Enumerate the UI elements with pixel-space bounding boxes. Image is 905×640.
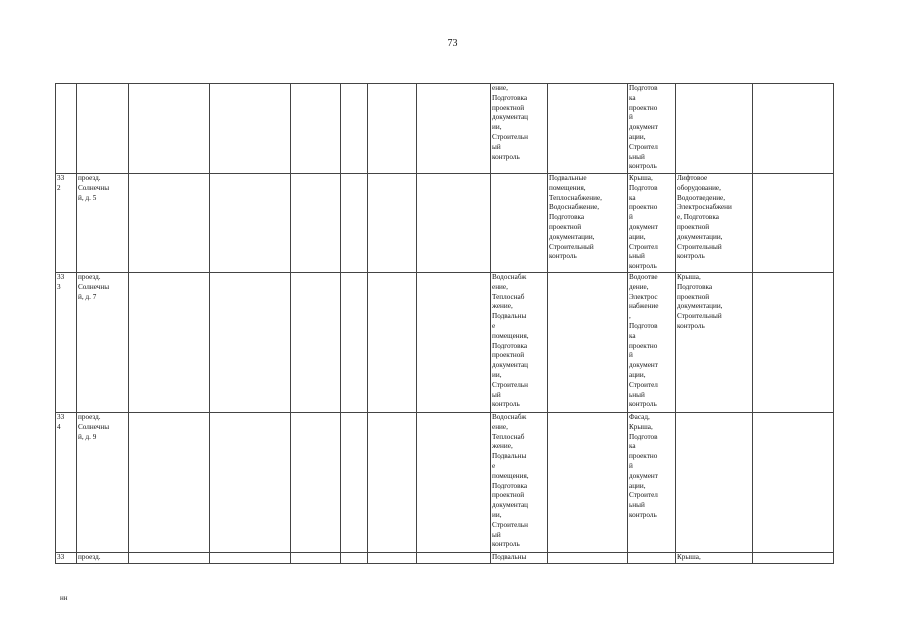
table-cell: Крыша, Подготов ка проектно й документ ации, Строител ьный контроль xyxy=(628,174,676,273)
table-cell xyxy=(368,84,417,174)
table-cell xyxy=(548,272,628,412)
table-cell xyxy=(210,412,291,552)
table-cell xyxy=(291,412,341,552)
table-cell xyxy=(753,272,834,412)
table-cell xyxy=(56,84,77,174)
table-cell xyxy=(548,412,628,552)
table-cell xyxy=(341,84,368,174)
table-row xyxy=(56,174,834,273)
table-cell xyxy=(341,272,368,412)
table-cell xyxy=(417,552,491,563)
table-cell xyxy=(548,552,628,563)
table-cell xyxy=(291,272,341,412)
table-cell: ение, Подготовка проектной документац ии, Строительн ый контроль xyxy=(491,84,548,174)
table-cell: Фасад, Крыша, Подготов ка проектно й документ ации, Строител ьный контроль xyxy=(628,412,676,552)
table-cell xyxy=(676,412,753,552)
table-cell xyxy=(291,552,341,563)
table-cell xyxy=(417,174,491,273)
table-cell: 33 3 xyxy=(56,272,77,412)
table-cell xyxy=(548,84,628,174)
table-cell xyxy=(129,84,210,174)
table-cell xyxy=(753,84,834,174)
table-cell: проезд. Солнечны й, д. 9 xyxy=(77,412,129,552)
table-cell xyxy=(417,272,491,412)
table-cell: Крыша, xyxy=(676,552,753,563)
table-row xyxy=(56,552,834,563)
table-cell xyxy=(129,174,210,273)
table-cell: проезд. xyxy=(77,552,129,563)
table-cell xyxy=(753,412,834,552)
table-cell xyxy=(210,174,291,273)
table-cell: Подвальные помещения, Теплоснабжение, Водоснабжение, Подготовка проектной документации, Строительный контроль xyxy=(548,174,628,273)
table-cell xyxy=(628,552,676,563)
page-number: 73 xyxy=(447,38,458,49)
table-cell xyxy=(341,552,368,563)
table-cell: 33 4 xyxy=(56,412,77,552)
table-cell xyxy=(129,412,210,552)
table-cell: Подготов ка проектно й документ ации, Строител ьный контроль xyxy=(628,84,676,174)
table-cell: проезд. Солнечны й, д. 7 xyxy=(77,272,129,412)
table-cell xyxy=(291,174,341,273)
table-cell xyxy=(210,84,291,174)
table-cell: 33 xyxy=(56,552,77,563)
table-cell xyxy=(341,174,368,273)
table-cell xyxy=(417,412,491,552)
table-cell xyxy=(210,552,291,563)
table-cell xyxy=(210,272,291,412)
table-cell xyxy=(753,174,834,273)
data-table xyxy=(55,83,834,564)
table-cell xyxy=(676,84,753,174)
table-cell xyxy=(368,272,417,412)
footer-mark: нн xyxy=(60,594,68,602)
table-cell xyxy=(368,174,417,273)
table-cell: Водоотве дение, Электрос набжение , Подготов ка проектно й документ ации, Строител ьный контроль xyxy=(628,272,676,412)
table-cell: Лифтовое оборудование, Водоотведение, Электроснабжени е, Подготовка проектной документации, Строительный контроль xyxy=(676,174,753,273)
table-cell xyxy=(368,552,417,563)
table-cell: Водоснабж ение, Теплоснаб жение, Подвальны е помещения, Подготовка проектной документац ии, Строительн ый контроль xyxy=(491,412,548,552)
table-cell: Крыша, Подготовка проектной документации, Строительный контроль xyxy=(676,272,753,412)
table-cell xyxy=(753,552,834,563)
table-cell xyxy=(417,84,491,174)
table-cell xyxy=(341,412,368,552)
table-row xyxy=(56,412,834,552)
table-cell xyxy=(129,552,210,563)
table-cell xyxy=(491,174,548,273)
table-cell: Подвальны xyxy=(491,552,548,563)
table-cell: проезд. Солнечны й, д. 5 xyxy=(77,174,129,273)
table-cell xyxy=(77,84,129,174)
table-cell xyxy=(291,84,341,174)
table-cell xyxy=(129,272,210,412)
table-row xyxy=(56,272,834,412)
table-row xyxy=(56,84,834,174)
table-cell: 33 2 xyxy=(56,174,77,273)
table-cell: Водоснабж ение, Теплоснаб жение, Подвальны е помещения, Подготовка проектной документац ии, Строительн ый контроль xyxy=(491,272,548,412)
table-cell xyxy=(368,412,417,552)
